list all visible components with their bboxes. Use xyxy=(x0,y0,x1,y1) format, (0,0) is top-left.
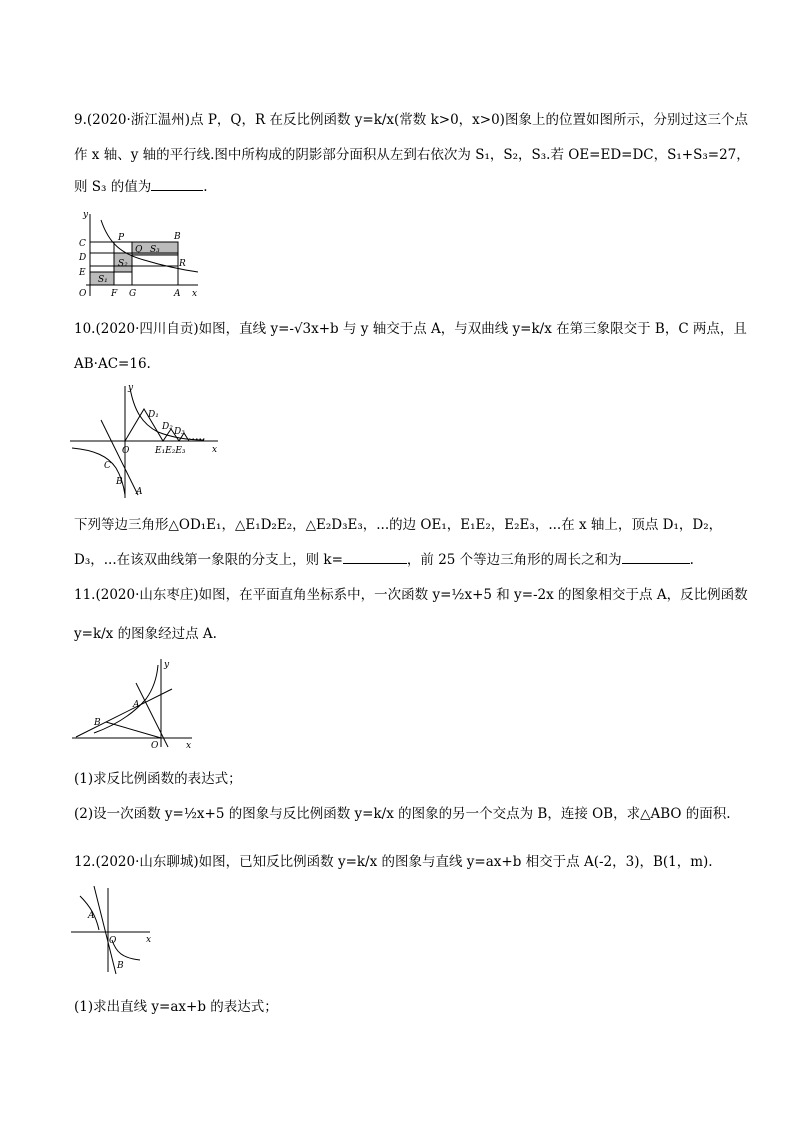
line-y-half-x-plus-5 xyxy=(76,689,172,737)
answer-blank xyxy=(151,190,203,191)
q11-part-2: (2)设一次函数 y=½x+5 的图象与反比例函数 y=k/x 的图象的另一个交点为 B，连接 OB，求△ABO 的面积. xyxy=(74,806,731,822)
line-y-minus-2x xyxy=(136,683,168,747)
label-d: D xyxy=(79,253,87,263)
answer-blank xyxy=(622,563,690,564)
q10-line-1: 10.(2020·四川自贡)如图，直线 y=-√3x+b 与 y 轴交于点 A，与双曲线 y=k/x 在第三象限交于 B，C 两点，且 xyxy=(74,321,747,337)
label-y: y xyxy=(164,660,170,670)
label-b: B xyxy=(116,477,123,487)
label-a: A xyxy=(133,700,140,710)
q9-line-3 xyxy=(74,178,208,196)
label-d1: D₁ xyxy=(148,410,159,420)
label-x: x xyxy=(146,935,152,945)
label-p: P xyxy=(118,233,125,243)
label-e: E₁E₂E₃ xyxy=(155,446,186,456)
q10-line-2: AB·AC=16. xyxy=(74,356,151,372)
label-y: y xyxy=(128,383,134,393)
q9-line-3-text: 则 S₃ 的值为 xyxy=(74,179,152,195)
label-o: O xyxy=(151,741,159,750)
q11-line-2: y=k/x 的图象经过点 A. xyxy=(74,626,217,642)
label-f: F xyxy=(111,289,118,299)
q11-part-1: (1)求反比例函数的表达式； xyxy=(74,771,242,787)
q10-line-4b: ，前 25 个等边三角形的周长之和为 xyxy=(406,552,622,568)
label-o: O xyxy=(109,936,117,946)
label-s1: S₁ xyxy=(98,275,108,285)
line-ab xyxy=(94,886,116,974)
label-s3: S₃ xyxy=(150,245,160,255)
label-b: B xyxy=(117,961,124,971)
q10-line-4 xyxy=(74,551,694,569)
answer-blank xyxy=(343,563,407,564)
q10-line-3: 下列等边三角形△OD₁E₁，△E₁D₂E₂，△E₂D₃E₃，...的边 OE₁，E₁E₂，E₂E₃，...在 x 轴上，顶点 D₁，D₂， xyxy=(74,517,723,533)
label-g: G xyxy=(129,289,137,299)
label-s2: S₂ xyxy=(118,259,128,269)
label-a: A xyxy=(88,911,95,921)
hyperbola-branch-3 xyxy=(72,448,125,495)
q9-line-3-end: . xyxy=(203,179,208,195)
label-x: x xyxy=(212,445,218,455)
label-o: O xyxy=(79,289,87,299)
q12-figure xyxy=(68,880,158,975)
label-r: R xyxy=(179,259,186,269)
q9-line-2: 作 x 轴、y 轴的平行线.图中所构成的阴影部分面积从左到右依次为 S₁，S₂，S₃.若 OE=ED=DC，S₁+S₃=27， xyxy=(74,147,750,163)
label-a: A xyxy=(174,289,181,299)
label-a: A xyxy=(136,487,143,497)
label-x: x xyxy=(192,289,198,299)
q10-figure xyxy=(68,380,223,500)
q9-figure xyxy=(74,208,204,300)
label-d2: D₂ xyxy=(162,422,173,432)
q9-line-1: 9.(2020·浙江温州)点 P，Q，R 在反比例函数 y=k/x(常数 k>0，x>0)图象上的位置如图所示，分别过这三个点 xyxy=(74,112,748,128)
label-x: x xyxy=(186,741,192,750)
q12-part-1: (1)求出直线 y=ax+b 的表达式； xyxy=(74,999,278,1015)
q12-line-1: 12.(2020·山东聊城)如图，已知反比例函数 y=k/x 的图象与直线 y=ax+b 相交于点 A(-2，3)，B(1，m). xyxy=(74,854,713,870)
segment-ob xyxy=(106,722,161,738)
q11-figure xyxy=(68,655,198,750)
label-o: O xyxy=(122,446,130,456)
label-c: C xyxy=(79,239,86,249)
q11-line-1: 11.(2020·山东枣庄)如图，在平面直角坐标系中，一次函数 y=½x+5 和 y=-2x 的图象相交于点 A，反比例函数 xyxy=(74,587,748,603)
label-b: B xyxy=(174,232,181,242)
label-y: y xyxy=(83,210,89,220)
label-d3: D₃ xyxy=(174,427,185,437)
label-q: Q xyxy=(135,245,143,255)
q10-line-4a: D₃，...在该双曲线第一象限的分支上，则 k= xyxy=(74,552,343,568)
label-b: B xyxy=(94,718,101,728)
q10-line-4-end: . xyxy=(689,552,694,568)
label-e: E xyxy=(79,268,86,278)
label-c: C xyxy=(104,461,111,471)
